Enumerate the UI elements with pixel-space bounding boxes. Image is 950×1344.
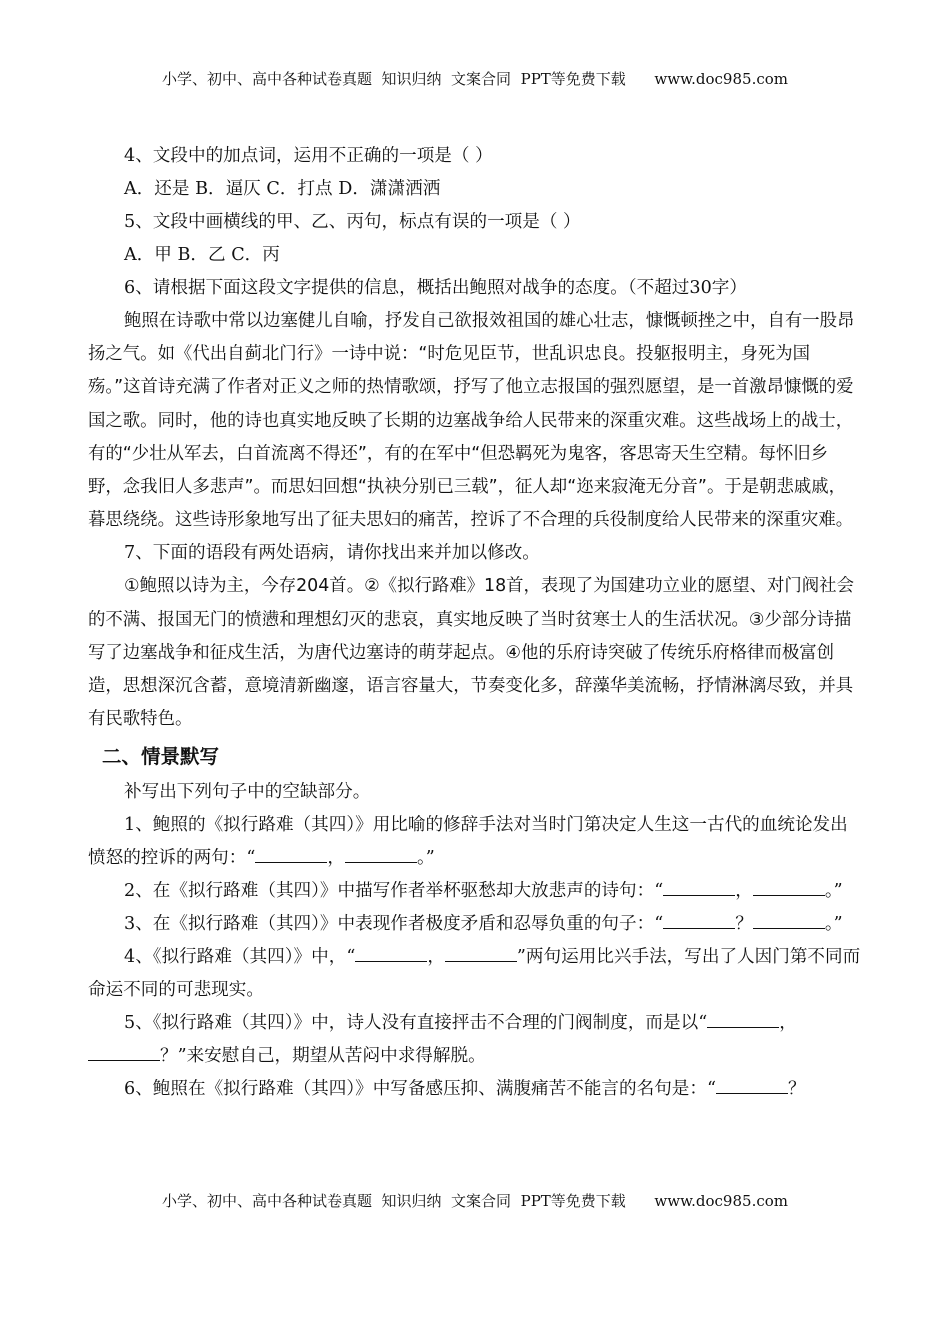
fill-item-text: 2、在《拟行路难（其四）》中描写作者举杯驱愁却大放悲声的诗句：“ bbox=[124, 881, 664, 902]
fill-item-text: ”两句运用比兴手法，写出了人因门第不同而命运不同的可悲现实。 bbox=[88, 947, 861, 1001]
question-5-options: A．甲 B．乙 C．丙 bbox=[124, 245, 280, 265]
fill-item-1 bbox=[88, 809, 862, 875]
answer-blank[interactable] bbox=[753, 878, 825, 897]
question-6-passage: 鲍照在诗歌中常以边塞健儿自喻，抒发自己欲报效祖国的雄心壮志，慷慨顿挫之中，自有一股昂扬之气。如《代出自蓟北门行》一诗中说：“时危见臣节，世乱识忠良。投躯报明主，身死为国殇。”这首诗充满了作者对正义之师的热情歌颂，抒写了他立志报国的强烈愿望，是一首激昂慷慨的爱国之歌。同时，他的诗也真实地反映了长期的边塞战争给人民带来的深重灾难。这些战场上的战士，有的“少壮从军去，白首流离不得还”，有的在军中“但恐羁死为鬼客，客思寄天生空精。每怀旧乡野，念我旧人多悲声”。而思妇回想“执袂分别已三载”，征人却“迩来寂淹无分音”。于是朝悲戚戚，暮思绕绕。这些诗形象地写出了征夫思妇的痛苦，控诉了不合理的兵役制度给人民带来的深重灾难。 bbox=[88, 311, 855, 531]
fill-item-text: 3、在《拟行路难（其四）》中表现作者极度矛盾和忍辱负重的句子：“ bbox=[124, 914, 664, 935]
fill-item-text: 5、《拟行路难（其四）》中，诗人没有直接抨击不合理的门阀制度，而是以“ bbox=[124, 1013, 708, 1034]
section-2-heading: 二、情景默写 bbox=[102, 745, 220, 769]
question-4-options: A．还是 B．逼仄 C．打点 D．潇潇洒洒 bbox=[124, 179, 441, 199]
question-6-stem: 6、请根据下面这段文字提供的信息，概括出鲍照对战争的态度。（不超过30字） bbox=[124, 278, 747, 298]
answer-blank[interactable] bbox=[753, 911, 825, 930]
answer-blank[interactable] bbox=[716, 1076, 788, 1095]
fill-item-text: ？”来安慰自己，期望从苦闷中求得解脱。 bbox=[160, 1046, 486, 1067]
fill-item-separator: ， bbox=[779, 1013, 797, 1034]
answer-blank[interactable] bbox=[663, 878, 735, 897]
section-2-intro: 补写出下列句子中的空缺部分。 bbox=[124, 782, 371, 803]
fill-item-3 bbox=[88, 908, 862, 941]
answer-blank[interactable] bbox=[345, 845, 417, 864]
fill-item-separator: ， bbox=[735, 881, 753, 902]
question-7-passage: ①鲍照以诗为主，今存204首。②《拟行路难》18首，表现了为国建功立业的愿望、对门阀社会的不满、报国无门的愤懑和理想幻灭的悲哀，真实地反映了当时贫寒士人的生活状况。③少部分诗描写了边塞战争和征戍生活，为唐代边塞诗的萌芽起点。④他的乐府诗突破了传统乐府格律而极富创造，思想深沉含蓄，意境清新幽邃，语言容量大，节奏变化多，辞藻华美流畅，抒情淋漓尽致，并具有民歌特色。 bbox=[88, 576, 854, 730]
fill-item-text: 4、《拟行路难（其四）》中，“ bbox=[124, 947, 356, 968]
answer-blank[interactable] bbox=[445, 944, 517, 963]
fill-item-text: 。” bbox=[824, 881, 843, 902]
fill-item-text: 6、鲍照在《拟行路难（其四）》中写备感压抑、满腹痛苦不能言的名句是：“ bbox=[124, 1079, 716, 1100]
fill-item-text: 。” bbox=[824, 914, 843, 935]
answer-blank[interactable] bbox=[707, 1010, 779, 1029]
question-7-stem: 7、下面的语段有两处语病，请你找出来并加以修改。 bbox=[124, 543, 540, 564]
fill-item-5 bbox=[88, 1007, 862, 1073]
fill-item-4 bbox=[88, 941, 862, 1007]
document-body bbox=[88, 140, 862, 1106]
answer-blank[interactable] bbox=[255, 845, 327, 864]
fill-item-separator: ， bbox=[327, 848, 345, 869]
fill-item-text: 1、鲍照的《拟行路难（其四）》用比喻的修辞手法对当时门第决定人生这一古代的血统论发出愤怒的控诉的两句：“ bbox=[88, 815, 848, 869]
fill-item-text: 。” bbox=[416, 848, 435, 869]
page-header: 小学、初中、高中各种试卷真题 知识归纳 文案合同 PPT等免费下载 www.doc985.com bbox=[161, 70, 788, 88]
answer-blank[interactable] bbox=[663, 911, 735, 930]
page-footer: 小学、初中、高中各种试卷真题 知识归纳 文案合同 PPT等免费下载 www.doc985.com bbox=[161, 1192, 788, 1210]
answer-blank[interactable] bbox=[88, 1043, 160, 1062]
fill-item-6 bbox=[88, 1073, 862, 1106]
fill-item-separator: ？ bbox=[788, 1079, 806, 1100]
fill-item-2 bbox=[88, 875, 862, 908]
fill-item-separator: ， bbox=[427, 947, 445, 968]
answer-blank[interactable] bbox=[355, 944, 427, 963]
fill-item-separator: ？ bbox=[735, 914, 753, 935]
question-4-stem: 4、文段中的加点词，运用不正确的一项是（ ） bbox=[124, 146, 493, 166]
question-5-stem: 5、文段中画横线的甲、乙、丙句，标点有误的一项是（ ） bbox=[124, 212, 581, 232]
